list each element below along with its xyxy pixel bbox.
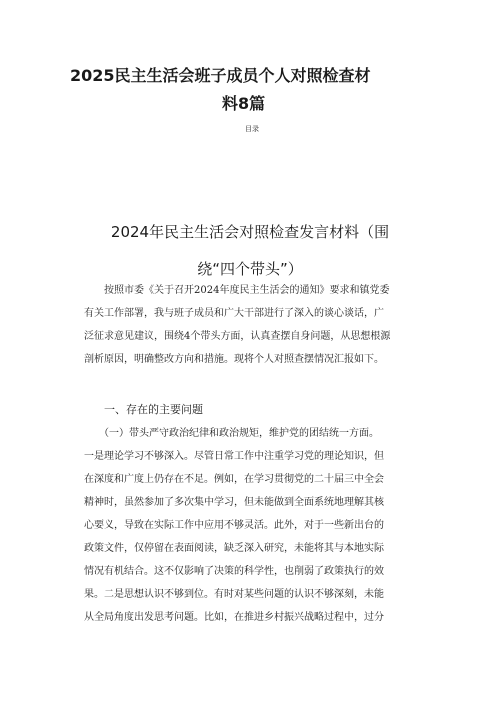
paragraph-line: 有关工作部署，我与班子成员和广大干部进行了深入的谈心谈话，广 [84,308,384,319]
paragraph-line: 心要义，导致在实际工作中应用不够灵活。此外，对于一些新出台的 [84,520,384,531]
paragraph-line: 从全局角度出发思考问题。比如，在推进乡村振兴战略过程中，过分 [84,612,384,623]
paragraph-line: 情况有机结合。这不仅影响了决策的科学性，也削弱了政策执行的效 [84,566,384,577]
section-title-line-2: 绕“四个带头”） [197,260,303,278]
paragraph-line: （一）带头严守政治纪律和政治规矩，维护党的团结统一方面。 [84,428,379,439]
paragraph-line: 在深度和广度上仍存在不足。例如，在学习贯彻党的二十届三中全会 [84,474,384,485]
section-title [70,214,430,288]
paragraph-line: 泛征求意见建议，围绕4个带头方面，认真查摆自身问题，从思想根源 [84,331,391,342]
document-title [70,62,430,118]
paragraph-line: 精神时，虽然参加了多次集中学习，但未能做到全面系统地理解其核 [84,497,384,508]
paragraph-line: 政策文件，仅停留在表面阅读，缺乏深入研究，未能将其与本地实际 [84,543,384,554]
intro-paragraph [84,279,418,371]
paragraph-line: 剖析原因，明确整改方向和措施。现将个人对照查摆情况汇报如下。 [84,354,384,365]
paragraph-line: 按照市委《关于召开2024年度民主生活会的通知》要求和镇党委 [84,285,390,296]
main-problems-heading: 一、存在的主要问题 [104,403,203,416]
problems-paragraph [84,422,418,629]
table-of-contents-label: 目录 [245,125,259,133]
document-title-line-2: 料8篇 [222,94,266,113]
section-title-line-1: 2024年民主生活会对照检查发言材料（围 [110,223,390,241]
paragraph-line: 一是理论学习不够深入。尽管日常工作中注重学习党的理论知识，但 [84,451,384,462]
document-title-line-1: 2025民主生活会班子成员个人对照检查材 [70,66,371,85]
paragraph-line: 果。二是思想认识不够到位。有时对某些问题的认识不够深刻，未能 [84,589,384,600]
